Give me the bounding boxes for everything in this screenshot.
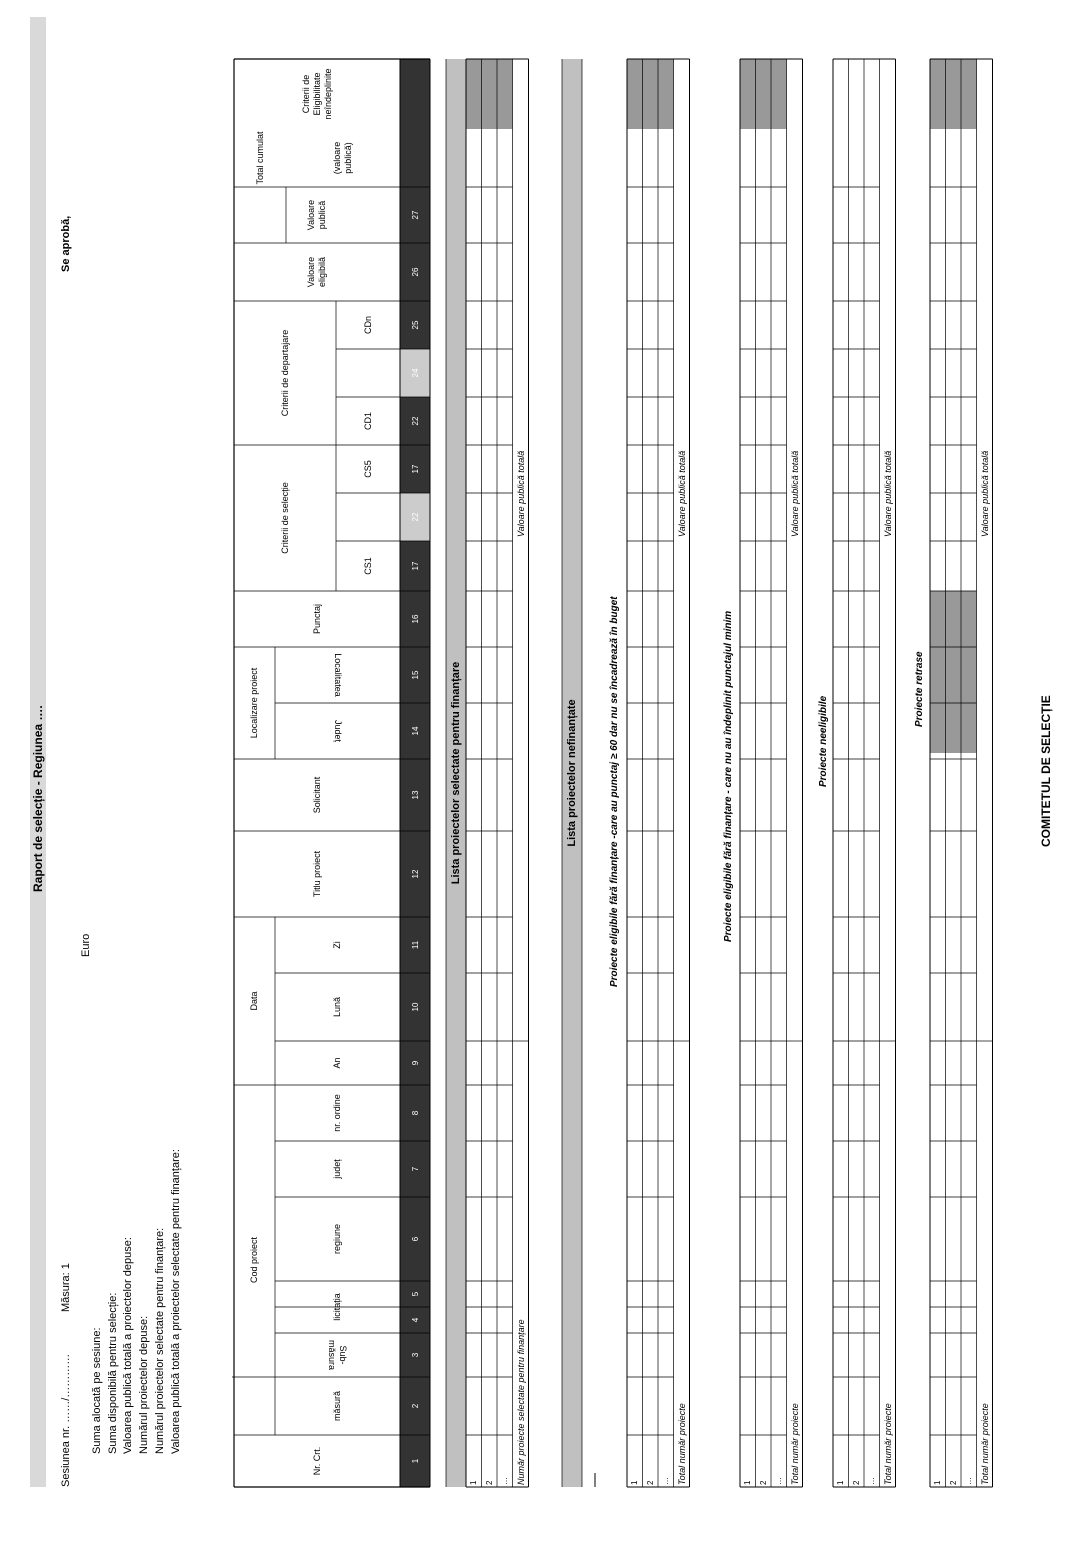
column-number: 8 — [410, 1110, 420, 1116]
header-cell: Localitatea — [333, 653, 343, 697]
footer-label: Număr proiecte selectate pentru finanțare — [515, 1319, 526, 1485]
header-cell: Nr. Crt. — [311, 1446, 322, 1476]
subsection-label: Proiecte neeligibile — [818, 695, 829, 787]
row-number: 2 — [645, 1480, 655, 1485]
row-number: … — [500, 1477, 509, 1485]
column-number: 4 — [410, 1317, 420, 1323]
header-cell: Localizare proiect — [249, 667, 259, 739]
header-cell: nr. ordine — [332, 1094, 342, 1132]
section-band: Lista proiectelor nefinanțate — [566, 699, 578, 847]
subsection-label: Proiecte eligibile fără finanțare -care au punctaj ≥ 60 dar nu se încadrează în buget — [609, 596, 620, 987]
fill-block — [466, 59, 513, 129]
row-number: 2 — [948, 1480, 958, 1485]
report-title: Raport de selecție - Regiunea …. — [31, 705, 45, 892]
header-cell: Județ — [333, 719, 343, 743]
measure-label: Măsura: 1 — [60, 1263, 72, 1312]
row-number: … — [661, 1477, 670, 1485]
header-cell: Punctaj — [311, 603, 322, 635]
row-number: 1 — [630, 1480, 639, 1485]
section-band: Lista proiectelor selectate pentru finanțare — [450, 661, 462, 885]
column-number: 12 — [410, 869, 420, 879]
footer-value-label: Valoare publică totală — [789, 450, 800, 537]
header-cell: CS5 — [362, 460, 373, 478]
column-number: 22 — [410, 416, 420, 426]
footer-value-label: Valoare publică totală — [515, 450, 526, 537]
header-cell: Lună — [332, 996, 342, 1018]
header-cell: Sub-măsura — [327, 1339, 349, 1370]
currency-label: Euro — [80, 933, 92, 957]
summary-line: Valoarea publică totală a proiectelor depuse: — [122, 1237, 134, 1454]
header-cell: licitația — [332, 1293, 342, 1321]
header-cell: Criterii de Eligibilitate neîndeplinite — [300, 68, 333, 120]
column-number: 11 — [410, 940, 420, 950]
fill-block — [627, 59, 674, 129]
column-number: 25 — [410, 320, 420, 330]
row-number: 2 — [484, 1480, 494, 1485]
footer-label: Total număr proiecte — [676, 1403, 687, 1485]
column-number: 22 — [410, 512, 420, 522]
footer-label: Total număr proiecte — [979, 1403, 990, 1485]
session-label: Sesiunea nr. ……/………… — [60, 1353, 72, 1487]
approval-label: Se aprobă, — [60, 215, 72, 272]
column-number: 9 — [410, 1060, 420, 1066]
footer-value-label: Valoare publică totală — [979, 450, 990, 537]
fill-block — [740, 59, 787, 129]
header-cell: Solicitant — [311, 776, 322, 814]
fill-block — [930, 59, 977, 129]
header-cell: An — [332, 1057, 342, 1069]
column-number: 10 — [410, 1002, 420, 1012]
column-number: 27 — [410, 210, 420, 220]
row-number: 1 — [469, 1480, 478, 1485]
row-number: … — [964, 1477, 973, 1485]
column-number: 16 — [410, 614, 420, 624]
footer-value-label: Valoare publică totală — [676, 450, 687, 537]
header-cell: CS1 — [362, 557, 373, 575]
header-cell: Cod proiect — [249, 1236, 259, 1284]
footer-label: Total număr proiecte — [789, 1403, 800, 1485]
header-cell: Zi — [332, 941, 342, 949]
summary-line: Numărul proiectelor selectate pentru finanțare: — [154, 1227, 166, 1454]
footer-label: Total număr proiecte — [882, 1403, 893, 1485]
row-number: 2 — [851, 1480, 861, 1485]
summary-line: Suma disponibilă pentru selecție: — [107, 1292, 119, 1454]
column-number: 2 — [410, 1403, 420, 1409]
column-number: 17 — [410, 561, 420, 571]
column-number: 13 — [410, 790, 420, 800]
column-number: 17 — [410, 464, 420, 474]
header-cell: județ — [332, 1159, 342, 1179]
header-cell: (valoare publică) — [332, 141, 353, 175]
header-cell: Valoare eligibilă — [306, 256, 327, 288]
row-number: … — [867, 1477, 876, 1485]
header-cell: Titlu proiect — [311, 850, 322, 898]
header-cell: Valoare publică — [306, 199, 327, 231]
header-cell: Criterii de departajare — [279, 329, 290, 417]
row-number: 1 — [836, 1480, 845, 1485]
column-number: 14 — [410, 726, 420, 736]
row-number: 1 — [933, 1480, 942, 1485]
subsection-label: Proiecte eligibile fără finanțare - care nu au îndeplinit punctajul minim — [723, 610, 734, 942]
column-number: 3 — [410, 1352, 420, 1358]
row-number: 1 — [743, 1480, 752, 1485]
column-number: 15 — [410, 670, 420, 680]
summary-line: Suma alocată pe sesiune: — [91, 1327, 103, 1454]
fill-block — [930, 591, 977, 753]
column-number: 26 — [410, 267, 420, 277]
header-cell: măsură — [332, 1391, 342, 1422]
header-cell: CDn — [362, 316, 373, 335]
row-number: … — [774, 1477, 783, 1485]
footer-value-label: Valoare publică totală — [882, 450, 893, 537]
header-cell: CD1 — [362, 412, 373, 431]
header-cell: Criterii de selecție — [279, 482, 290, 554]
committee-label: COMITETUL DE SELECȚIE — [1039, 695, 1053, 847]
column-number: 7 — [410, 1166, 420, 1172]
column-number: 1 — [410, 1458, 420, 1464]
row-number: 2 — [758, 1480, 768, 1485]
column-number: 24 — [410, 368, 420, 378]
column-number: 5 — [410, 1291, 420, 1297]
header-cell: Total cumulat — [254, 131, 265, 185]
header-cell: Data — [249, 991, 259, 1011]
column-number: 6 — [410, 1236, 420, 1242]
subsection-label: Proiecte retrase — [914, 651, 925, 727]
header-cell: regiune — [332, 1223, 342, 1255]
summary-line: Numărul proiectelor depuse: — [138, 1315, 150, 1454]
summary-line: Valoarea publică totală a proiectelor selectate pentru finanțare: — [170, 1149, 182, 1454]
